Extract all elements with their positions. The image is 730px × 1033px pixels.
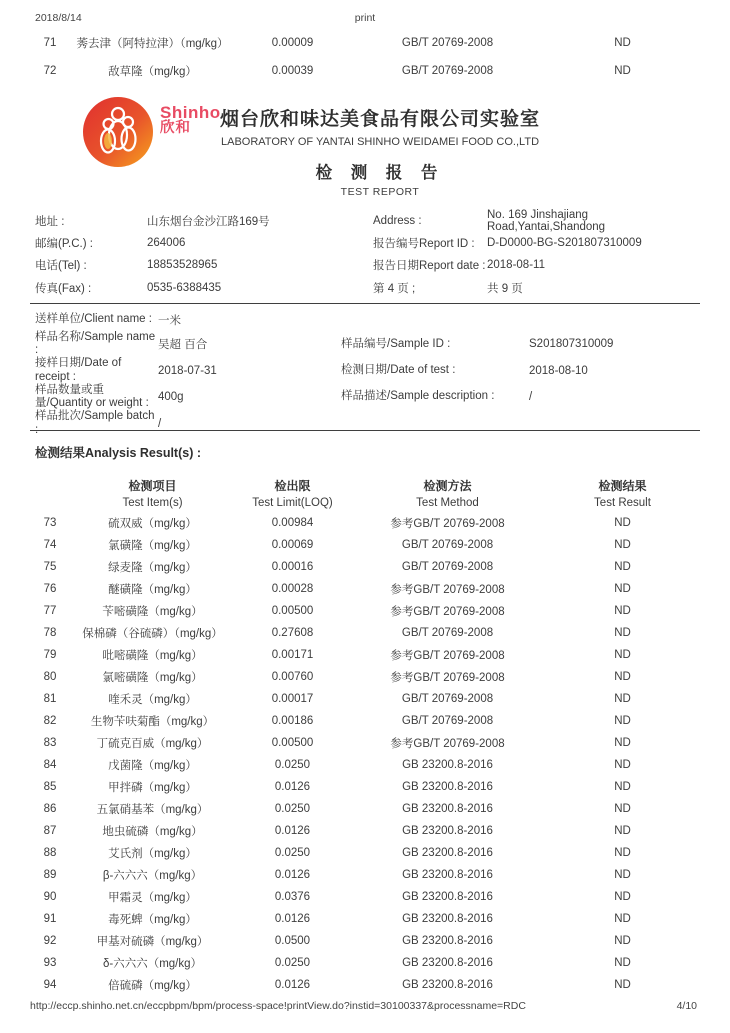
test-method: 参考GB/T 20769-2008 (390, 584, 505, 596)
test-limit: 0.00017 (271, 693, 314, 705)
analysis-results-heading: 检测结果Analysis Result(s) : (35, 446, 202, 460)
result-row (0, 952, 730, 974)
test-item: 吡嘧磺隆（mg/kg） (102, 650, 203, 662)
contact-value-left: 山东烟台金沙江路169号 (147, 216, 270, 228)
test-limit: 0.0126 (274, 825, 311, 837)
contact-label-right: 报告编号Report ID : (373, 237, 475, 250)
sample-value-left: / (158, 417, 162, 430)
contact-value-right: 共 9 页 (487, 282, 523, 295)
report-title-block (180, 159, 580, 198)
sample-value-left: 400g (158, 391, 184, 404)
result-row (0, 754, 730, 776)
test-limit: 0.00760 (271, 671, 314, 683)
row-number: 74 (43, 539, 57, 551)
test-result: ND (614, 847, 631, 859)
result-row (0, 732, 730, 754)
test-result: ND (614, 869, 631, 881)
print-header-bar (35, 12, 695, 26)
contact-value-right: D-D0000-BG-S201807310009 (487, 236, 642, 249)
test-method: GB/T 20769-2008 (401, 539, 494, 551)
test-limit: 0.00500 (271, 605, 314, 617)
report-title-en: TEST REPORT (340, 186, 420, 198)
result-row (0, 512, 730, 534)
sample-row (0, 410, 730, 436)
test-result: ND (614, 561, 631, 573)
test-item: β-六六六（mg/kg） (102, 870, 203, 882)
test-item: 生物苄呋菊酯（mg/kg） (90, 716, 215, 728)
contact-row (0, 277, 730, 300)
test-result: ND (614, 649, 631, 661)
contact-label-right: 报告日期Report date : (373, 260, 486, 273)
row-number: 79 (43, 649, 57, 661)
row-number: 93 (43, 957, 57, 969)
sample-value-right: S201807310009 (529, 338, 614, 351)
results-table-carryover (0, 29, 730, 85)
sample-label-left: 接样日期/Date of receipt : (35, 357, 122, 383)
sample-label-right: 样品编号/Sample ID : (341, 337, 451, 350)
sample-value-right: 2018-08-10 (529, 364, 588, 377)
test-limit: 0.00984 (271, 517, 314, 529)
sample-info-block (0, 308, 730, 437)
print-page-label: print (354, 12, 376, 24)
test-item: 丁硫克百威（mg/kg） (96, 738, 209, 750)
shinho-wordmark-cn: 欣和 (160, 120, 191, 137)
test-result: ND (614, 935, 631, 947)
test-method: GB 23200.8-2016 (402, 803, 493, 815)
row-number: 71 (43, 37, 57, 49)
row-number: 85 (43, 781, 57, 793)
test-result: ND (614, 803, 631, 815)
test-limit: 0.00500 (271, 737, 314, 749)
print-footer-bar (30, 1000, 697, 1012)
test-limit: 0.0250 (274, 803, 311, 815)
test-result: ND (614, 737, 631, 749)
contact-label-left: 电话(Tel) : (35, 260, 87, 273)
result-row (0, 930, 730, 952)
test-item: 毒死蜱（mg/kg） (108, 914, 197, 926)
test-result: ND (614, 759, 631, 771)
result-row (0, 666, 730, 688)
col-header-test-result: 检测结果 Test Result (594, 479, 651, 509)
test-method: GB/T 20769-2008 (401, 715, 494, 727)
sample-label-left: 样品数量或重量/Quantity or weight : (35, 383, 149, 410)
row-number: 88 (43, 847, 57, 859)
test-limit: 0.0126 (274, 913, 311, 925)
test-result: ND (614, 539, 631, 551)
company-name-cn: 烟台欣和味达美食品有限公司实验室 (219, 109, 540, 130)
report-title-cn: 检 测 报 告 (315, 164, 445, 182)
test-method: GB/T 20769-2008 (401, 627, 494, 639)
row-number: 72 (43, 65, 57, 77)
test-item: 喹禾灵（mg/kg） (108, 694, 197, 706)
print-date: 2018/8/14 (35, 12, 82, 24)
row-number: 91 (43, 913, 57, 925)
test-method: GB 23200.8-2016 (402, 847, 493, 859)
sample-value-left: 一米 (158, 314, 181, 327)
result-row (0, 644, 730, 666)
test-result: ND (614, 671, 631, 683)
results-table-header (0, 477, 730, 509)
test-method: GB 23200.8-2016 (402, 891, 493, 903)
divider-line (30, 430, 700, 431)
result-row (0, 820, 730, 842)
test-item: 敌草隆（mg/kg） (108, 66, 197, 78)
result-row (0, 776, 730, 798)
test-item: 醚磺隆（mg/kg） (108, 584, 197, 596)
test-result: ND (614, 517, 631, 529)
test-result: ND (614, 65, 631, 77)
test-limit: 0.0250 (274, 759, 311, 771)
test-item: 氯嘧磺隆（mg/kg） (102, 672, 203, 684)
result-row (0, 600, 730, 622)
contact-value-left: 18853528965 (147, 259, 218, 272)
result-row (0, 886, 730, 908)
test-limit: 0.00028 (271, 583, 314, 595)
test-item: 氯磺隆（mg/kg） (108, 540, 197, 552)
result-row (0, 578, 730, 600)
test-item: 莠去津（阿特拉津）（mg/kg） (76, 38, 229, 50)
test-method: 参考GB/T 20769-2008 (390, 518, 505, 530)
contact-info-block (0, 209, 730, 299)
sample-row (0, 357, 730, 383)
test-method: 参考GB/T 20769-2008 (390, 672, 505, 684)
test-method: GB 23200.8-2016 (402, 957, 493, 969)
test-method: 参考GB/T 20769-2008 (390, 606, 505, 618)
sample-value-left: 2018-07-31 (158, 364, 217, 377)
test-result: ND (614, 781, 631, 793)
test-limit: 0.00186 (271, 715, 314, 727)
test-item: 硫双威（mg/kg） (108, 518, 197, 530)
shinho-logo-icon (83, 97, 153, 172)
shinho-wordmark-en: Shinho (160, 103, 221, 122)
test-item: 绿麦隆（mg/kg） (108, 562, 197, 574)
test-result: ND (614, 583, 631, 595)
test-item: 保棉磷（谷硫磷）（mg/kg） (82, 628, 223, 640)
col-header-test-limit: 检出限 Test Limit(LOQ) (252, 479, 333, 509)
sample-label-right: 样品描述/Sample description : (341, 390, 495, 403)
sample-value-right: / (529, 391, 533, 404)
contact-row (0, 254, 730, 277)
result-row (0, 57, 730, 85)
test-method: GB 23200.8-2016 (402, 869, 493, 881)
print-footer-url: http://eccp.shinho.net.cn/eccpbpm/bpm/process-space!printView.do?instid=30100337&processname=RDC (30, 1000, 526, 1012)
col-header-test-item: 检测项目 Test Item(s) (122, 479, 183, 509)
test-item: 五氯硝基苯（mg/kg） (96, 804, 209, 816)
test-limit: 0.0500 (274, 935, 311, 947)
row-number: 82 (43, 715, 57, 727)
test-item: 苄嘧磺隆（mg/kg） (102, 606, 203, 618)
contact-label-left: 地址 : (35, 216, 65, 228)
test-limit: 0.00016 (271, 561, 314, 573)
contact-row (0, 232, 730, 255)
test-method: GB 23200.8-2016 (402, 979, 493, 991)
test-method: 参考GB/T 20769-2008 (390, 738, 505, 750)
row-number: 83 (43, 737, 57, 749)
test-limit: 0.0126 (274, 781, 311, 793)
test-method: GB 23200.8-2016 (402, 781, 493, 793)
test-result: ND (614, 825, 631, 837)
test-limit: 0.0126 (274, 869, 311, 881)
test-limit: 0.00171 (271, 649, 314, 661)
test-limit: 0.0250 (274, 957, 311, 969)
result-row (0, 534, 730, 556)
test-item: 戊菌隆（mg/kg） (108, 760, 197, 772)
contact-value-left: 264006 (147, 236, 186, 249)
test-limit: 0.0126 (274, 979, 311, 991)
test-method: GB/T 20769-2008 (401, 561, 494, 573)
sample-row (0, 331, 730, 357)
result-row (0, 622, 730, 644)
test-result: ND (614, 957, 631, 969)
test-limit: 0.27608 (271, 627, 314, 639)
company-title-block (180, 104, 580, 148)
divider-line (30, 303, 700, 304)
test-limit: 0.0250 (274, 847, 311, 859)
test-limit: 0.00069 (271, 539, 314, 551)
result-row (0, 842, 730, 864)
sample-row (0, 384, 730, 410)
test-result: ND (614, 979, 631, 991)
sample-label-left: 样品批次/Sample batch : (35, 410, 155, 436)
result-row (0, 710, 730, 732)
contact-row (0, 209, 730, 232)
result-row (0, 798, 730, 820)
test-item: 艾氏剂（mg/kg） (108, 848, 197, 860)
result-row (0, 556, 730, 578)
test-result: ND (614, 605, 631, 617)
test-item: 甲霜灵（mg/kg） (108, 892, 197, 904)
result-row (0, 29, 730, 57)
row-number: 86 (43, 803, 57, 815)
test-limit: 0.0376 (274, 891, 311, 903)
test-result: ND (614, 627, 631, 639)
row-number: 94 (43, 979, 57, 991)
contact-value-right: 2018-08-11 (487, 259, 545, 272)
sample-label-left: 样品名称/Sample name : (35, 331, 156, 357)
sample-row (0, 308, 730, 331)
print-footer-page-number: 4/10 (676, 1000, 697, 1012)
result-row (0, 688, 730, 710)
sample-label-left: 送样单位/Client name : (35, 312, 152, 325)
row-number: 75 (43, 561, 57, 573)
test-result: ND (614, 37, 631, 49)
test-item: 甲拌磷（mg/kg） (108, 782, 197, 794)
test-item: δ-六六六（mg/kg） (102, 958, 203, 970)
test-result: ND (614, 693, 631, 705)
test-method: GB/T 20769-2008 (401, 37, 494, 49)
test-limit: 0.00009 (271, 37, 314, 49)
row-number: 80 (43, 671, 57, 683)
results-table-body (0, 512, 730, 996)
test-limit: 0.00039 (271, 65, 314, 77)
test-method: GB/T 20769-2008 (401, 65, 494, 77)
test-item: 倍硫磷（mg/kg） (108, 980, 197, 992)
contact-label-right: 第 4 页 ; (373, 282, 416, 295)
row-number: 76 (43, 583, 57, 595)
test-method: GB/T 20769-2008 (401, 693, 494, 705)
test-method: GB 23200.8-2016 (402, 759, 493, 771)
test-result: ND (614, 715, 631, 727)
sample-label-right: 检测日期/Date of test : (341, 364, 456, 377)
result-row (0, 974, 730, 996)
result-row (0, 908, 730, 930)
contact-label-left: 传真(Fax) : (35, 282, 92, 295)
test-method: 参考GB/T 20769-2008 (390, 650, 505, 662)
test-result: ND (614, 913, 631, 925)
col-header-test-method: 检测方法 Test Method (416, 479, 479, 509)
result-row (0, 864, 730, 886)
sample-value-left: 吴超 百合 (158, 339, 208, 352)
company-name-en: LABORATORY OF YANTAI SHINHO WEIDAMEI FOOD CO.,LTD (220, 136, 540, 148)
contact-value-left: 0535-6388435 (147, 281, 222, 294)
test-method: GB 23200.8-2016 (402, 913, 493, 925)
row-number: 84 (43, 759, 57, 771)
contact-value-right: No. 169 Jinshajiang Road,Yantai,Shandong (487, 209, 606, 233)
test-method: GB 23200.8-2016 (402, 935, 493, 947)
contact-label-left: 邮编(P.C.) : (35, 237, 93, 250)
test-item: 甲基对硫磷（mg/kg） (96, 936, 209, 948)
row-number: 73 (43, 517, 57, 529)
test-result: ND (614, 891, 631, 903)
row-number: 89 (43, 869, 57, 881)
row-number: 90 (43, 891, 57, 903)
row-number: 78 (43, 627, 57, 639)
row-number: 77 (43, 605, 57, 617)
row-number: 92 (43, 935, 57, 947)
row-number: 87 (43, 825, 57, 837)
test-method: GB 23200.8-2016 (402, 825, 493, 837)
contact-label-right: Address : (373, 215, 422, 227)
row-number: 81 (43, 693, 57, 705)
test-item: 地虫硫磷（mg/kg） (102, 826, 203, 838)
